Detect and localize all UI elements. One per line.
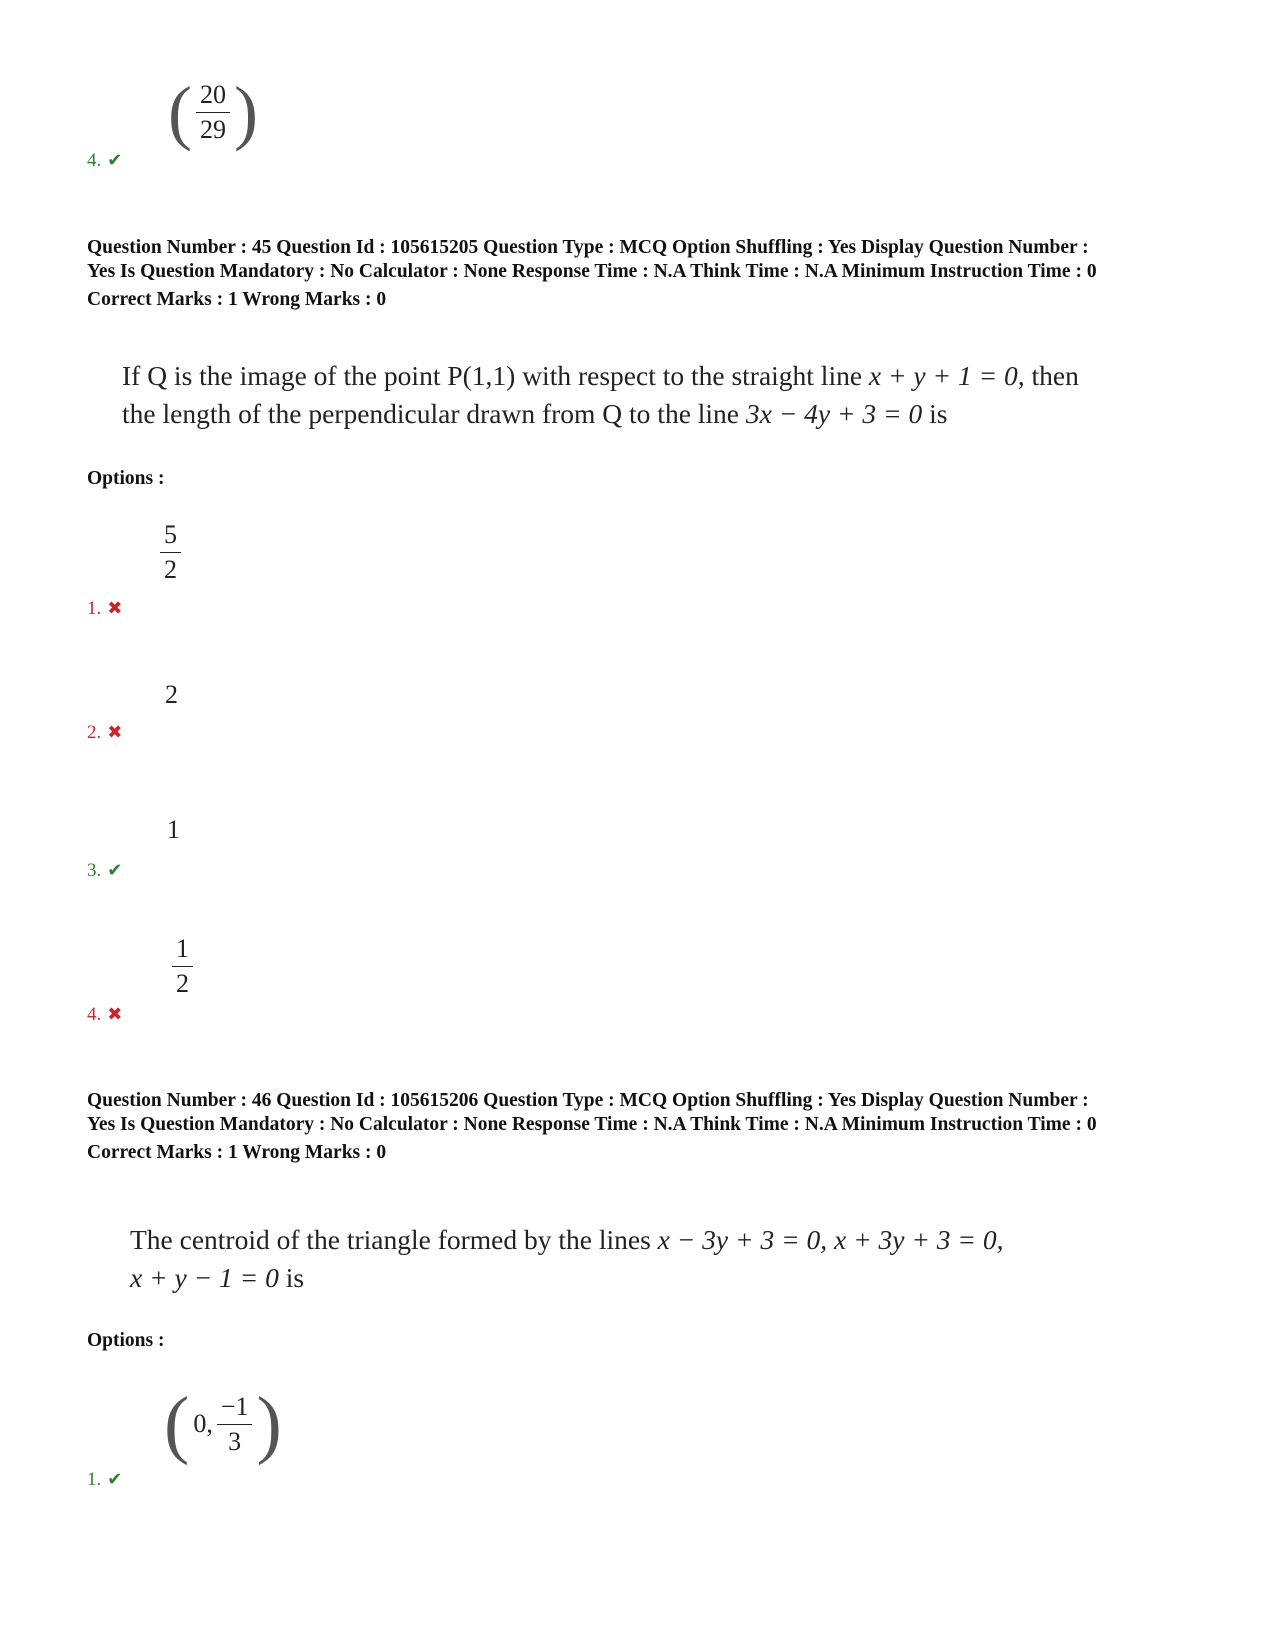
prev-option-4-label (87, 150, 122, 172)
denominator: 3 (228, 1426, 242, 1456)
option-number: 2. (87, 722, 102, 743)
meta-line: Question Number : 46 Question Id : 105615206 Question Type : MCQ Option Shuffling : Yes Display Question Number : (87, 1090, 1089, 1111)
fraction-bar (217, 1424, 253, 1425)
right-paren: ) (256, 1382, 282, 1466)
cross-icon: ✖ (107, 722, 123, 742)
option-number: 4. (87, 1004, 102, 1025)
q45-option-4-label (87, 1004, 122, 1026)
q46-option-1-value (164, 1382, 282, 1466)
q46-option-1-label (87, 1469, 122, 1491)
question-46-text (130, 1221, 1003, 1297)
q45-option-4-value (172, 936, 193, 997)
option-number: 1. (87, 598, 102, 619)
fraction-bar (160, 552, 181, 553)
marks-line: Correct Marks : 1 Wrong Marks : 0 (87, 289, 387, 310)
denominator: 29 (199, 114, 226, 144)
question-line: The centroid of the triangle formed by the lines x − 3y + 3 = 0, x + 3y + 3 = 0, (130, 1224, 1004, 1255)
q45-option-3-value: 1 (167, 815, 180, 844)
meta-line: Yes Is Question Mandatory : No Calculator : None Response Time : N.A Think Time : N.A Minimum Instruction Time : 0 (87, 261, 1097, 282)
option-prefix: 0, (193, 1409, 213, 1438)
check-icon: ✔ (107, 150, 123, 170)
prev-option-4-value (168, 72, 258, 152)
meta-line: Yes Is Question Mandatory : No Calculator : None Response Time : N.A Think Time : N.A Minimum Instruction Time : 0 (87, 1114, 1097, 1135)
denominator: 2 (176, 969, 189, 998)
meta-line: Question Number : 45 Question Id : 105615205 Question Type : MCQ Option Shuffling : Yes Display Question Number : (87, 237, 1089, 258)
fraction-bar (196, 112, 230, 113)
numerator: 1 (176, 934, 189, 963)
fraction (217, 1391, 253, 1456)
question-line: the length of the perpendicular drawn from Q to the line 3x − 4y + 3 = 0 is (122, 398, 948, 429)
option-number: 3. (87, 860, 102, 881)
numerator: 5 (164, 520, 177, 549)
question-45-text (122, 357, 1079, 433)
q45-option-1-value (160, 522, 181, 583)
option-number: 1. (87, 1469, 102, 1490)
cross-icon: ✖ (107, 1004, 123, 1024)
check-icon: ✔ (107, 1469, 123, 1489)
left-paren: ( (168, 72, 192, 152)
options-heading: Options : (87, 1330, 165, 1351)
left-paren: ( (164, 1382, 190, 1466)
q45-option-1-label (87, 598, 122, 620)
q45-option-3-label (87, 860, 122, 882)
question-line: x + y − 1 = 0 is (130, 1262, 305, 1293)
fraction (196, 79, 230, 144)
options-heading: Options : (87, 468, 165, 489)
option-number: 4. (87, 150, 102, 171)
question-line: If Q is the image of the point P(1,1) with respect to the straight line x + y + 1 = 0, then (122, 360, 1079, 391)
check-icon: ✔ (107, 860, 123, 880)
denominator: 2 (164, 555, 177, 584)
fraction-bar (172, 966, 193, 967)
q45-option-2-value: 2 (165, 680, 178, 709)
numerator: −1 (220, 1391, 249, 1421)
cross-icon: ✖ (107, 598, 123, 618)
question-46-meta (87, 1089, 1207, 1165)
marks-line: Correct Marks : 1 Wrong Marks : 0 (87, 1142, 387, 1163)
numerator: 20 (199, 79, 226, 109)
q45-option-2-label (87, 722, 122, 744)
question-45-meta (87, 236, 1207, 312)
right-paren: ) (233, 72, 258, 152)
